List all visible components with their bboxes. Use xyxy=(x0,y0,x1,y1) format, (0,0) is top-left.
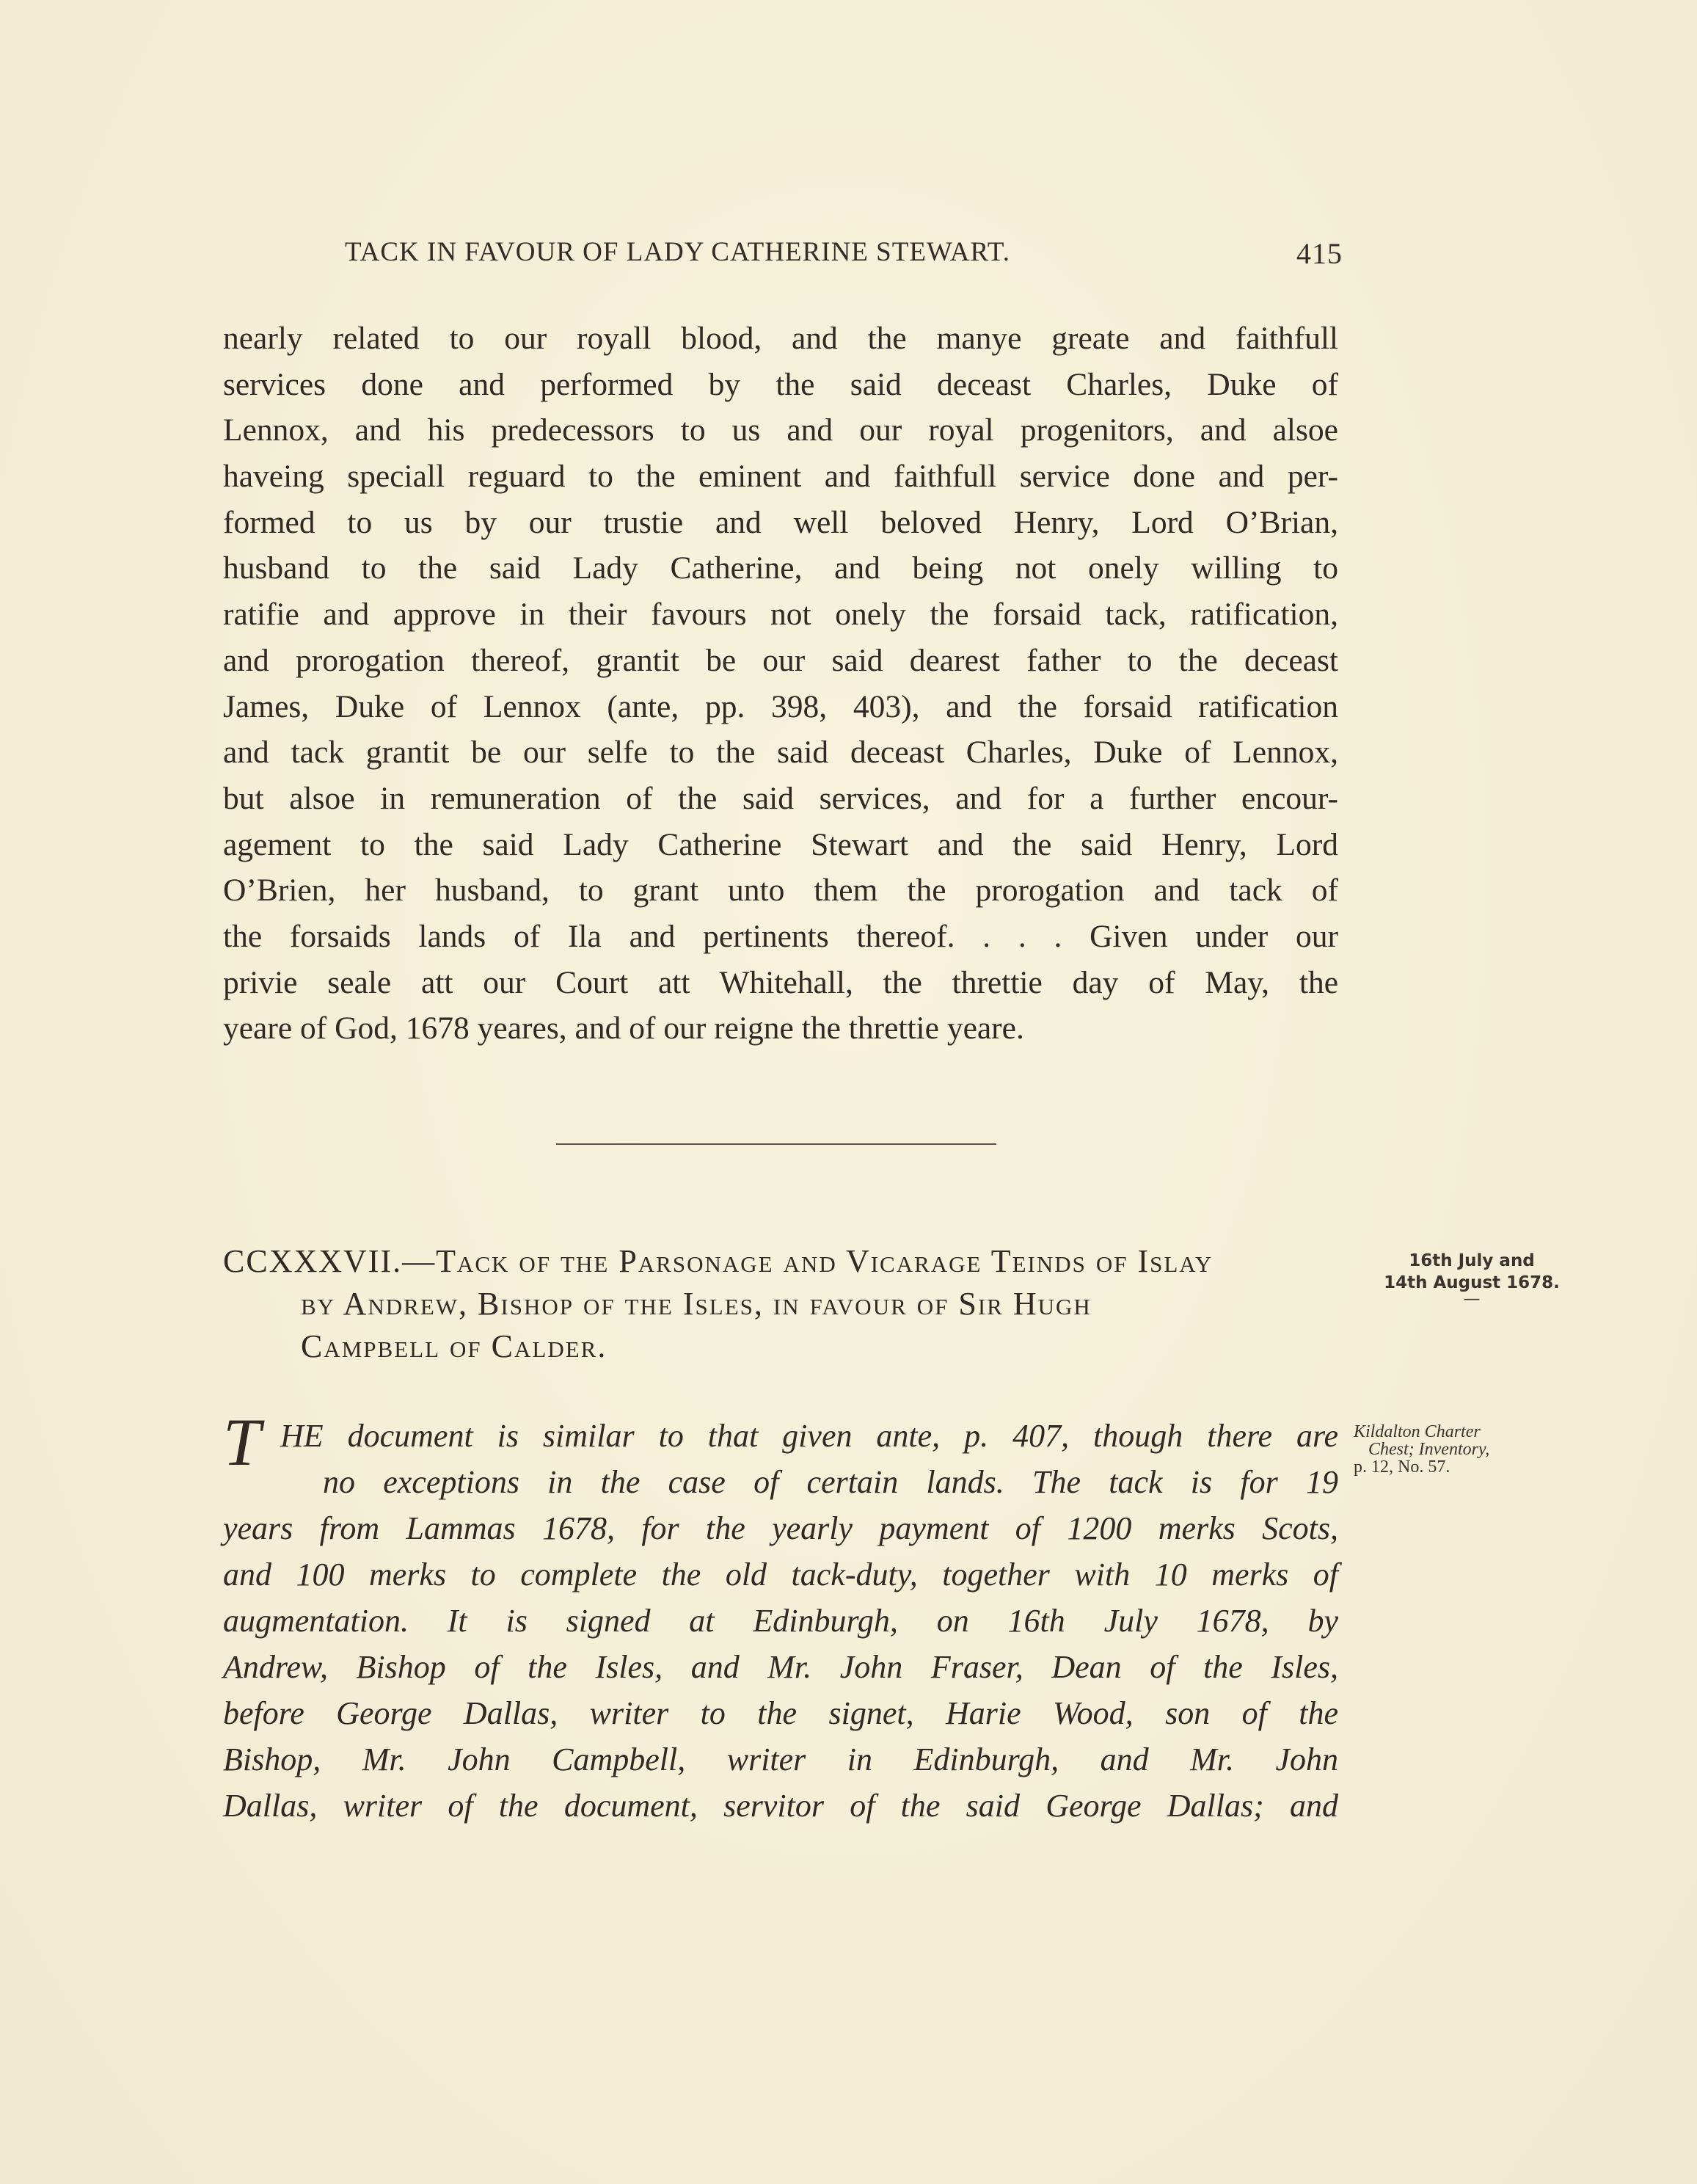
summary-line: no exceptions in the case of certain lands. The tack is for 19 xyxy=(323,1464,1338,1500)
document-summary xyxy=(223,1405,1338,1829)
section-heading-line: CCXXXVII.—Tack of the Parsonage and Vicarage Teinds of Islay xyxy=(223,1243,1214,1279)
body-line: but alsoe in remuneration of the said services, and for a further encour- xyxy=(223,780,1338,816)
body-line: formed to us by our trustie and well beloved Henry, Lord O’Brian, xyxy=(223,504,1338,540)
date-note-line: 14th August 1678. xyxy=(1384,1273,1560,1292)
section-divider xyxy=(556,1143,996,1145)
body-line: husband to the said Lady Catherine, and being not onely willing to xyxy=(223,550,1338,586)
summary-line: and 100 merks to complete the old tack-duty, together with 10 merks of xyxy=(223,1557,1338,1592)
body-line: nearly related to our royall blood, and the manye greate and faithfull xyxy=(223,321,1338,356)
drop-cap: T xyxy=(223,1405,261,1479)
section-heading-line: Campbell of Calder. xyxy=(301,1328,607,1364)
date-note-dash: — xyxy=(1463,1289,1481,1308)
body-line: and prorogation thereof, grantit be our said dearest father to the deceast xyxy=(223,642,1338,678)
summary-line: years from Lammas 1678, for the yearly payment of 1200 merks Scots, xyxy=(223,1510,1338,1546)
body-line: ratifie and approve in their favours not onely the forsaid tack, ratification, xyxy=(223,597,1338,633)
body-line: Lennox, and his predecessors to us and our royal progenitors, and alsoe xyxy=(223,412,1338,448)
summary-line: Bishop, Mr. John Campbell, writer in Edinburgh, and Mr. John xyxy=(223,1741,1338,1777)
body-line: agement to the said Lady Catherine Stewart and the said Henry, Lord xyxy=(223,826,1338,862)
summary-line: Andrew, Bishop of the Isles, and Mr. John Fraser, Dean of the Isles, xyxy=(223,1649,1338,1685)
body-line: and tack grantit be our selfe to the said deceast Charles, Duke of Lennox, xyxy=(223,735,1338,771)
source-note-line: Kildalton Charter xyxy=(1354,1422,1481,1441)
body-line: the forsaids lands of Ila and pertinents thereof. . . . Given under our xyxy=(223,918,1338,954)
body-line: haveing speciall reguard to the eminent and faithfull service done and per- xyxy=(223,459,1338,495)
running-head-title: TACK IN FAVOUR OF LADY CATHERINE STEWART. xyxy=(345,237,1011,267)
summary-line: Dallas, writer of the document, servitor of the said George Dallas; and xyxy=(223,1788,1338,1824)
body-line: services done and performed by the said deceast Charles, Duke of xyxy=(223,366,1338,402)
date-margin-note xyxy=(1362,1250,1582,1308)
body-line: James, Duke of Lennox (ante, pp. 398, 403), and the forsaid ratification xyxy=(223,688,1338,724)
source-note-line: p. 12, No. 57. xyxy=(1354,1457,1450,1477)
body-line: O’Brien, her husband, to grant unto them the prorogation and tack of xyxy=(223,873,1338,909)
page-number: 415 xyxy=(1296,237,1343,270)
summary-line: HE document is similar to that given ante, p. 407, though there are xyxy=(280,1418,1338,1454)
summary-line: before George Dallas, writer to the signet, Harie Wood, son of the xyxy=(223,1695,1338,1731)
summary-line: augmentation. It is signed at Edinburgh, on 16th July 1678, by xyxy=(223,1603,1338,1639)
section-heading xyxy=(223,1240,1338,1368)
body-line: privie seale att our Court att Whitehall, the threttie day of May, the xyxy=(223,964,1338,1000)
source-margin-note xyxy=(1354,1423,1544,1476)
body-line: yeare of God, 1678 yeares, and of our reigne the threttie yeare. xyxy=(223,1011,1024,1046)
body-text xyxy=(223,316,1338,1052)
source-note-line: Chest; Inventory, xyxy=(1368,1440,1490,1459)
section-heading-line: by Andrew, Bishop of the Isles, in favour of Sir Hugh xyxy=(301,1286,1092,1322)
summary-first-line xyxy=(223,1405,1338,1479)
date-note-line: 16th July and xyxy=(1409,1251,1535,1270)
